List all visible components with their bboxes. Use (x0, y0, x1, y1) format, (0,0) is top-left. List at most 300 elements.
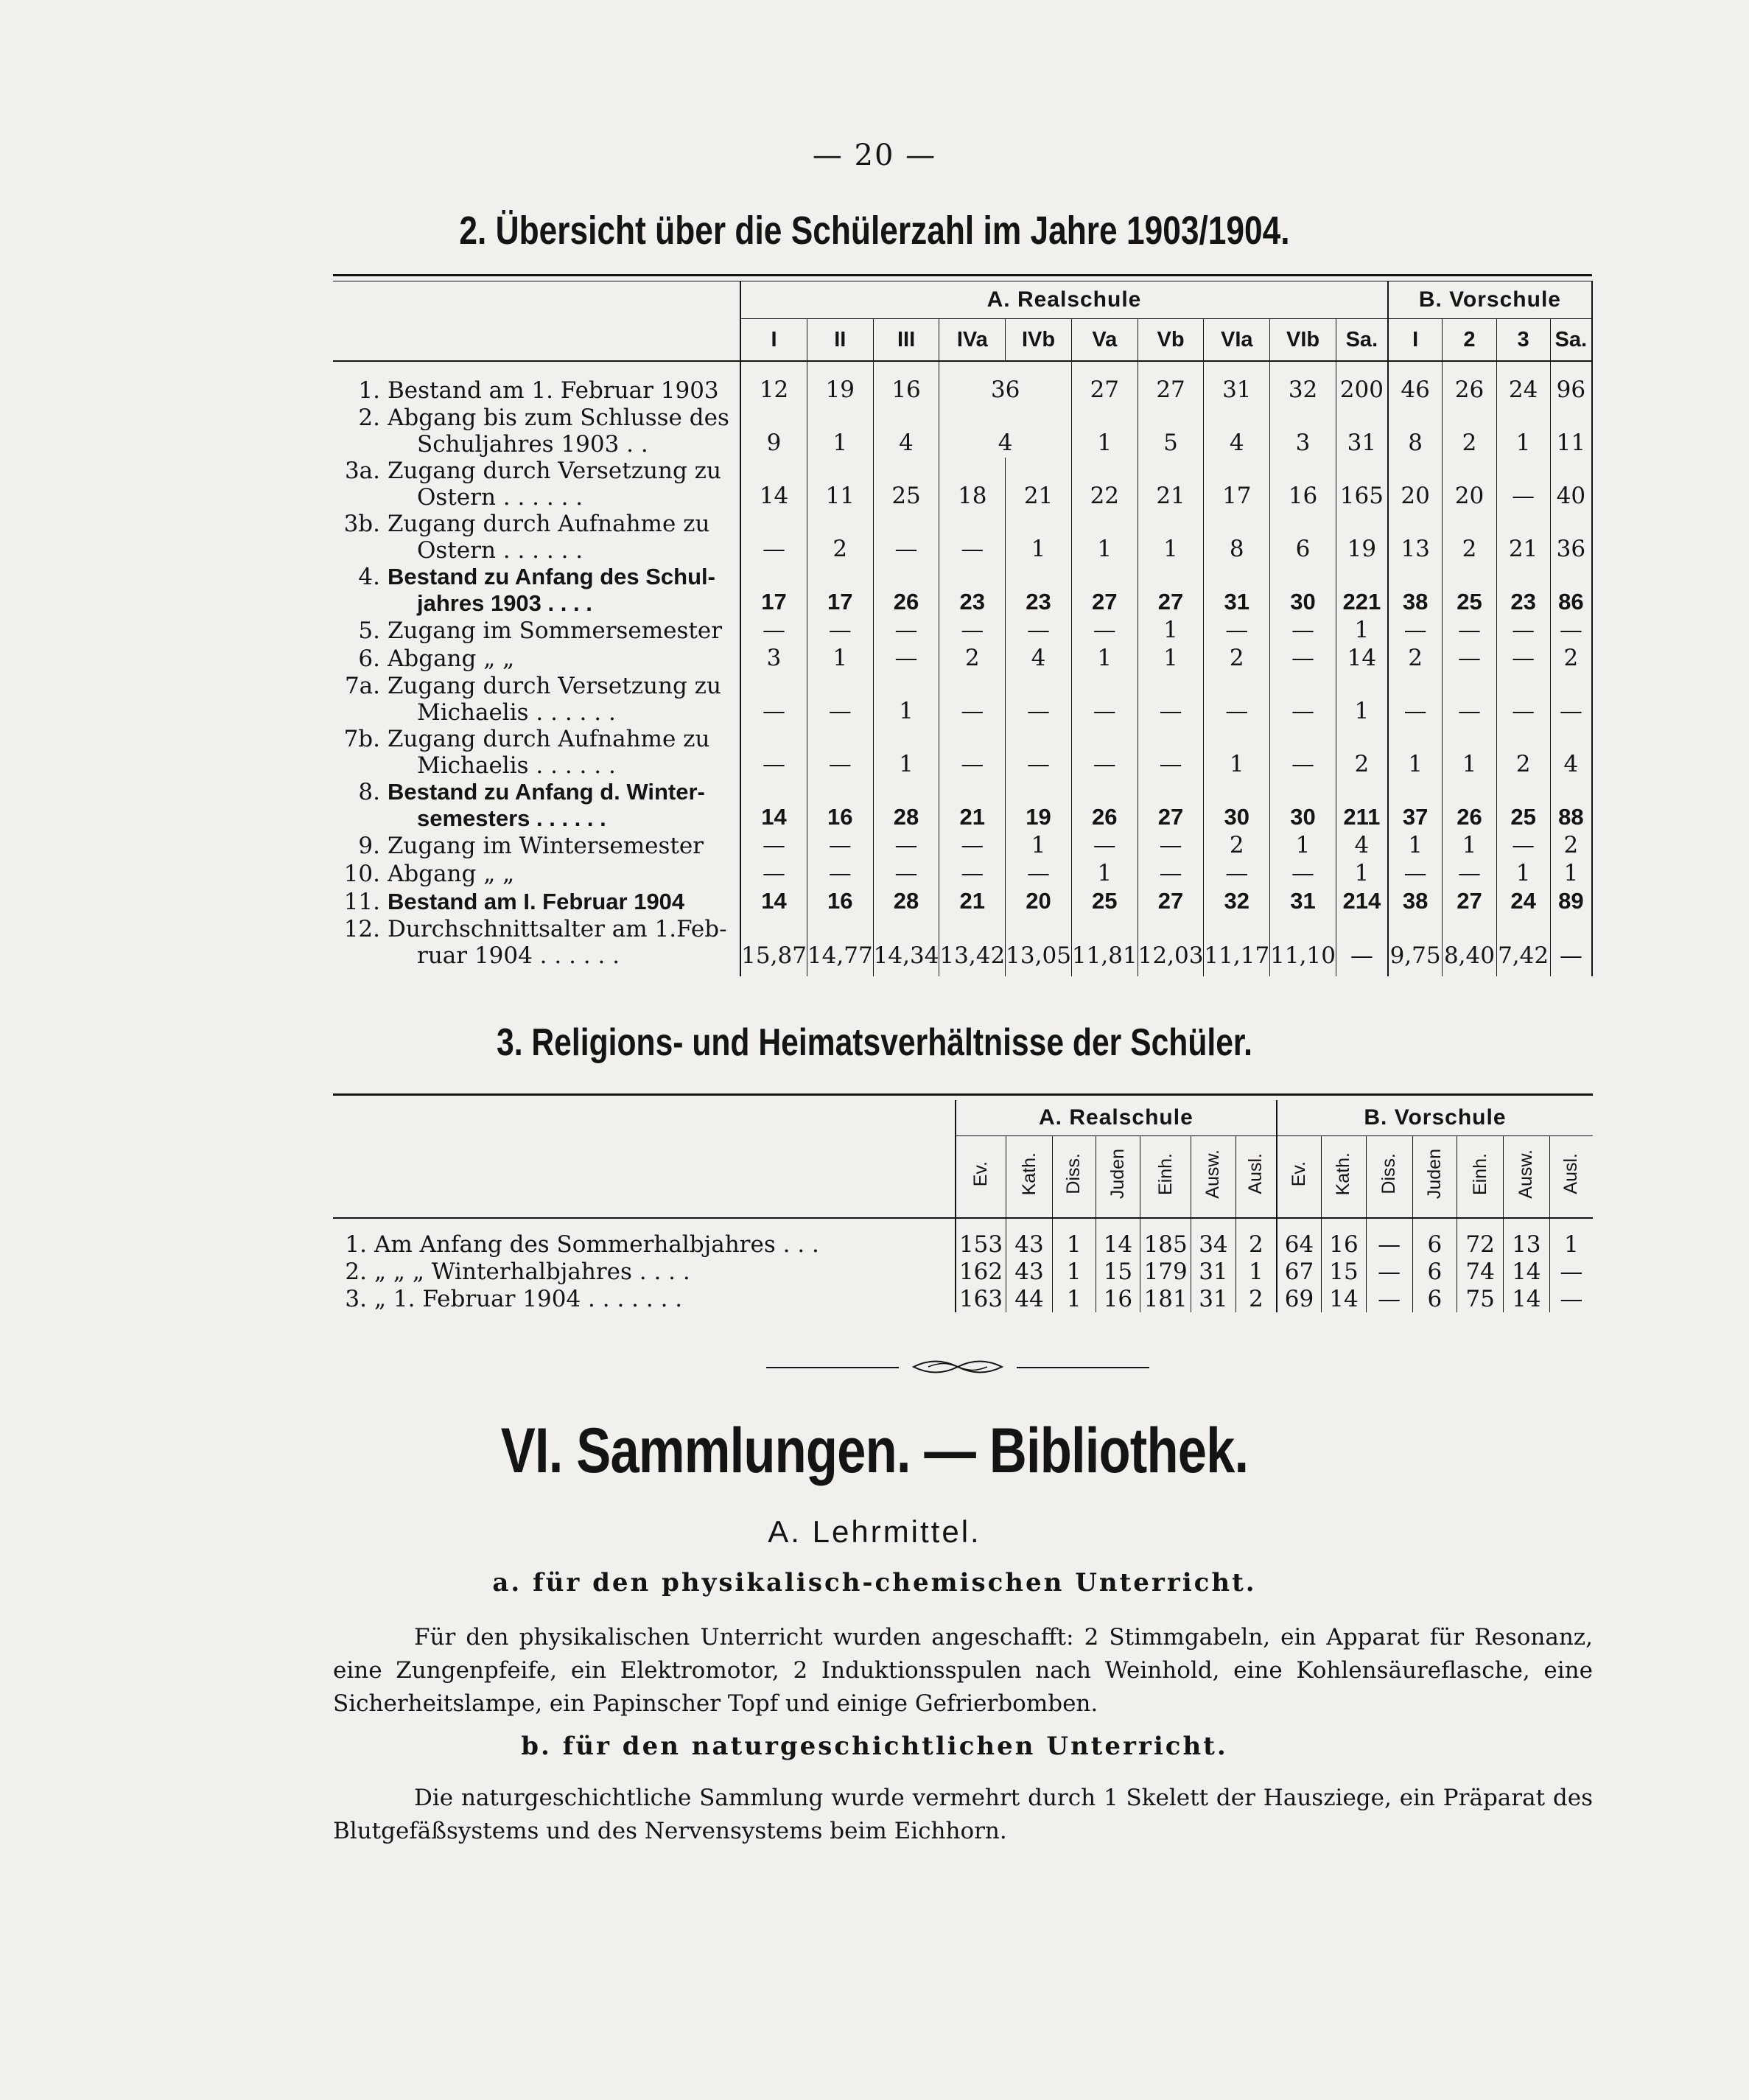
cell-value: 214 (1336, 888, 1387, 916)
column-header-text: Kath. (1018, 1152, 1040, 1196)
cell-value: — (1270, 645, 1336, 673)
row-number: 1. (345, 1231, 367, 1258)
row-label-text: Schuljahres 1903 . . (417, 431, 648, 458)
section-title: VI. Sammlungen. — Bibliothek. (500, 1415, 1249, 1486)
row-label-text: Zugang durch Versetzung zu (388, 458, 721, 484)
cell-value: 179 (1140, 1258, 1191, 1285)
cell-value: 21 (1006, 458, 1072, 511)
cell-value: 8 (1204, 511, 1270, 564)
cell-value: 38 (1388, 564, 1443, 617)
column-header (1322, 1136, 1367, 1219)
row-label-text: semesters . . . . . . (417, 805, 606, 831)
cell-value: 31 (1191, 1258, 1236, 1285)
table-row (333, 564, 1592, 617)
cell-value: — (740, 511, 807, 564)
row-label-text: Zugang im Sommersemester (388, 617, 723, 644)
cell-value: — (1560, 1285, 1583, 1312)
row-label (333, 726, 740, 779)
cell-value: 9,75 (1388, 916, 1443, 976)
cell-value: 1 (1071, 405, 1138, 458)
row-label (333, 673, 740, 726)
cell-value: 1 (1071, 645, 1138, 673)
cell-value: — (1270, 617, 1336, 645)
row-label-line (337, 511, 740, 537)
cell-value: — (1496, 673, 1550, 726)
cell-value: 1 (1138, 617, 1204, 645)
cell-value: 15 (1322, 1258, 1367, 1285)
table-row (333, 617, 1592, 645)
cell-value: — (1443, 860, 1496, 888)
cell-value: 36 (1550, 511, 1592, 564)
cell-value: — (1550, 673, 1592, 726)
cell-value: — (807, 832, 873, 860)
cell-value: — (939, 617, 1006, 645)
table-row (333, 361, 1592, 405)
group-realschule: A. Realschule (956, 1100, 1277, 1136)
row-label-text: „ „ „ Winterhalbjahres . . . . (374, 1258, 690, 1285)
row-label-text: Bestand am 1. Februar 1903 (388, 377, 719, 404)
table-row (333, 916, 1592, 976)
column-header-text: Diss. (1063, 1153, 1084, 1194)
table1-stub-header (333, 281, 740, 362)
row-label-line (337, 431, 740, 458)
cell-value: 163 (956, 1285, 1006, 1312)
cell-value: 200 (1336, 361, 1387, 405)
cell-value: 13 (1388, 511, 1443, 564)
cell-value: 2 (1235, 1285, 1277, 1312)
cell-value: — (1550, 617, 1592, 645)
cell-value: 16 (1322, 1218, 1367, 1258)
subsection-b-heading: b. für den naturgeschichtlichen Unterricht. (521, 1732, 1228, 1761)
table-row (333, 1258, 1593, 1285)
column-header (1006, 1136, 1053, 1219)
page-number: — 20 — (812, 139, 937, 172)
row-number: 11. (343, 889, 380, 915)
table2-top-rule-cell (333, 1095, 1593, 1101)
row-number: 6. (358, 645, 380, 672)
cell-value: — (1204, 617, 1270, 645)
cell-value: 21 (1496, 511, 1550, 564)
group-realschule: A. Realschule (740, 281, 1388, 319)
subsection-a-text: Für den physikalischen Unterricht wurden angeschafft: 2 Stimmgabeln, ein Apparat für Resonanz, eine Zungenpfeife, ein Elektromotor, 2 Induktionsspulen nach Weinhold, eine Kohlensäureflasche, eine Sicherheitslampe, ein Papinscher Topf und einige Gefrierbomben. (333, 1624, 1593, 1717)
cell-value: — (1550, 916, 1592, 976)
row-label-text: Bestand zu Anfang d. Winter- (388, 779, 705, 805)
column-header-text: Juden (1107, 1148, 1128, 1200)
group-vorschule: B. Vorschule (1388, 281, 1592, 319)
row-label (333, 564, 740, 617)
row-label-text: Michaelis . . . . . . (417, 699, 616, 726)
row-label-text: Am Anfang des Sommerhalbjahres . . . (374, 1231, 819, 1258)
row-label-line (337, 673, 740, 699)
table-row (333, 645, 1592, 673)
cell-value: 3 (740, 645, 807, 673)
cell-value: 27 (1138, 564, 1204, 617)
cell-value: 4 (1204, 405, 1270, 458)
row-label-line (337, 458, 740, 484)
cell-value: 86 (1550, 564, 1592, 617)
cell-value: — (1204, 860, 1270, 888)
table2-title: 3. Religions- und Heimatsverhältnisse der Schüler. (496, 1021, 1253, 1064)
cell-value: — (1388, 860, 1443, 888)
cell-value: 21 (1138, 458, 1204, 511)
table1-top-rule (333, 276, 1592, 281)
cell-value: 14 (1096, 1218, 1140, 1258)
ornament-icon (906, 1359, 1009, 1374)
cell-value: 8,40 (1443, 916, 1496, 976)
table2-stub-header (333, 1100, 956, 1218)
row-number: 10. (343, 861, 380, 887)
cell-value: — (939, 726, 1006, 779)
cell-value: 11,17 (1204, 916, 1270, 976)
cell-value: 69 (1277, 1285, 1322, 1312)
row-label (333, 645, 740, 673)
column-header: Sa. (1550, 319, 1592, 362)
column-header: 2 (1443, 319, 1496, 362)
cell-value: 2 (1388, 645, 1443, 673)
table-row (333, 673, 1592, 726)
ornament-line-right (1017, 1367, 1149, 1368)
cell-value: 27 (1138, 361, 1204, 405)
cell-value: 31 (1336, 405, 1387, 458)
row-label (333, 1285, 956, 1312)
cell-value: 4 (873, 405, 939, 458)
cell-value: 1 (1443, 832, 1496, 860)
table-row (333, 1218, 1593, 1258)
row-label-line (337, 889, 740, 915)
cell-value: 44 (1006, 1285, 1053, 1312)
cell-value: 15 (1096, 1258, 1140, 1285)
cell-value: 1 (1336, 860, 1387, 888)
cell-value: 1 (1071, 511, 1138, 564)
cell-value: — (939, 673, 1006, 726)
cell-value: 17 (807, 564, 873, 617)
cell-value: 16 (1270, 458, 1336, 511)
row-label-line (337, 779, 740, 805)
cell-value: 1 (1006, 511, 1072, 564)
cell-value: 23 (939, 564, 1006, 617)
cell-value: 23 (1006, 564, 1072, 617)
cell-value: — (740, 860, 807, 888)
cell-value: — (1270, 673, 1336, 726)
cell-value: 8 (1388, 405, 1443, 458)
cell-value: 1 (1443, 726, 1496, 779)
cell-value: 20 (1388, 458, 1443, 511)
cell-value: 37 (1388, 779, 1443, 832)
table2-group-header (333, 1100, 1593, 1136)
column-header: 3 (1496, 319, 1550, 362)
cell-value: 1 (1006, 832, 1072, 860)
cell-value: 1 (1563, 1231, 1579, 1258)
row-label-text: Abgang „ „ (388, 645, 515, 672)
cell-value: 12,03 (1138, 916, 1204, 976)
cell-value: — (873, 617, 939, 645)
column-header (956, 1136, 1006, 1219)
column-header (1096, 1136, 1140, 1219)
cell-value: 1 (807, 645, 873, 673)
cell-value: — (740, 832, 807, 860)
row-label (333, 1218, 956, 1258)
cell-value: 13,42 (939, 916, 1006, 976)
row-label-line (337, 484, 740, 511)
column-header (1457, 1136, 1504, 1219)
cell-value: 31 (1191, 1285, 1236, 1312)
cell-value: 181 (1140, 1285, 1191, 1312)
column-header (1052, 1136, 1096, 1219)
row-number: 3b. (343, 511, 380, 537)
cell-value: 16 (807, 779, 873, 832)
cell-value: — (1496, 458, 1550, 511)
row-number: 9. (358, 833, 380, 859)
cell-value: 28 (873, 779, 939, 832)
cell-value: 2 (1550, 832, 1592, 860)
cell-value: — (1443, 645, 1496, 673)
row-number: 3a. (344, 458, 380, 484)
cell-value: 74 (1457, 1258, 1504, 1285)
cell-value: 13 (1503, 1218, 1549, 1258)
cell-value: 9 (740, 405, 807, 458)
cell-value: 43 (1006, 1218, 1053, 1258)
cell-value: 1 (1204, 726, 1270, 779)
column-header-text: Kath. (1333, 1152, 1354, 1196)
column-header (1277, 1136, 1322, 1219)
column-header: I (740, 319, 807, 362)
row-label-line (337, 805, 740, 832)
cell-value: 3 (1270, 405, 1336, 458)
cell-value: 4 (1550, 726, 1592, 779)
cell-value: 21 (939, 779, 1006, 832)
cell-value: 2 (1336, 726, 1387, 779)
column-header-text: Einh. (1469, 1152, 1490, 1195)
cell-value: 165 (1336, 458, 1387, 511)
table-row (333, 726, 1592, 779)
row-label-text: Abgang „ „ (388, 861, 515, 887)
table-row (333, 832, 1592, 860)
cell-value: 24 (1496, 888, 1550, 916)
column-header: III (873, 319, 939, 362)
cell-value: — (1496, 617, 1550, 645)
cell-value: 6 (1412, 1285, 1457, 1312)
column-header-text: Ev. (1289, 1161, 1309, 1187)
cell-value: — (1496, 832, 1550, 860)
cell-value: — (1071, 673, 1138, 726)
column-header: Sa. (1336, 319, 1387, 362)
column-header: IVa (939, 319, 1006, 362)
row-number: 3. (345, 1285, 367, 1312)
row-label-line (337, 617, 740, 644)
cell-value: 23 (1496, 564, 1550, 617)
column-header-text: Ausw. (1202, 1149, 1224, 1199)
cell-value: 14,77 (807, 916, 873, 976)
cell-value: 16 (873, 361, 939, 405)
row-number: 5. (358, 617, 380, 644)
subsection-a-heading: a. für den physikalisch-chemischen Unterricht. (492, 1568, 1257, 1597)
cell-value: 17 (1204, 458, 1270, 511)
cell-value: 30 (1270, 564, 1336, 617)
cell-value: — (1496, 645, 1550, 673)
cell-value: 72 (1457, 1218, 1504, 1258)
row-label-line (337, 942, 740, 969)
cell-value: — (1336, 916, 1387, 976)
row-label (333, 779, 740, 832)
cell-value: — (807, 673, 873, 726)
cell-value: 14 (1503, 1285, 1549, 1312)
cell-value: 1 (1138, 645, 1204, 673)
row-label-text: Zugang durch Aufnahme zu (388, 726, 710, 752)
cell-value: 43 (1006, 1258, 1053, 1285)
cell-value: — (873, 832, 939, 860)
cell-value: 17 (740, 564, 807, 617)
cell-value: 67 (1277, 1258, 1322, 1285)
column-header: I (1388, 319, 1443, 362)
cell-value: 4 (1006, 645, 1072, 673)
cell-value: 1 (807, 405, 873, 458)
cell-value: — (939, 860, 1006, 888)
cell-value: — (1443, 617, 1496, 645)
cell-value: — (939, 511, 1006, 564)
cell-value: 14 (1322, 1285, 1367, 1312)
cell-value: 2 (1204, 645, 1270, 673)
cell-value: 14 (1336, 645, 1387, 673)
cell-value: 1 (1052, 1258, 1096, 1285)
row-label-text: Zugang durch Aufnahme zu (388, 511, 710, 537)
cell-value: 46 (1388, 361, 1443, 405)
cell-value: 1 (873, 726, 939, 779)
column-header (1412, 1136, 1457, 1219)
cell-value: — (1366, 1218, 1412, 1258)
cell-value: 2 (1550, 645, 1592, 673)
column-header-text: Ausl. (1245, 1153, 1266, 1194)
table-row (333, 779, 1592, 832)
column-header: IVb (1006, 319, 1072, 362)
column-header (1140, 1136, 1191, 1219)
cell-value: 11,10 (1270, 916, 1336, 976)
cell-value: 14 (740, 779, 807, 832)
column-header (1235, 1136, 1277, 1219)
cell-value: — (807, 726, 873, 779)
column-header-text: Ev. (970, 1161, 992, 1187)
cell-value: — (1138, 832, 1204, 860)
cell-value: 4 (939, 405, 1072, 458)
cell-value: 6 (1412, 1258, 1457, 1285)
cell-value: 211 (1336, 779, 1387, 832)
cell-value: 1 (1270, 832, 1336, 860)
cell-value: — (1443, 673, 1496, 726)
table2-top-rule (333, 1095, 1593, 1101)
cell-value: 185 (1140, 1218, 1191, 1258)
row-label-line (337, 645, 740, 672)
cell-value: 89 (1550, 888, 1592, 916)
cell-value: 12 (740, 361, 807, 405)
cell-value: 31 (1270, 888, 1336, 916)
cell-value: 25 (1443, 564, 1496, 617)
row-label-line (337, 752, 740, 779)
cell-value: 11 (807, 458, 873, 511)
cell-value: 25 (873, 458, 939, 511)
cell-value: 20 (1006, 888, 1072, 916)
table-row (333, 860, 1592, 888)
cell-value: 88 (1550, 779, 1592, 832)
cell-value: 27 (1071, 564, 1138, 617)
cell-value: 1 (1388, 832, 1443, 860)
column-header-text: Juden (1423, 1148, 1445, 1200)
row-label-text: „ 1. Februar 1904 . . . . . . . (374, 1285, 683, 1312)
table-row (333, 458, 1592, 511)
row-label (333, 860, 740, 888)
row-number: 1. (358, 377, 380, 404)
cell-value: — (1270, 726, 1336, 779)
cell-value: — (1138, 726, 1204, 779)
row-label (333, 888, 740, 916)
row-label-line (337, 861, 740, 887)
column-header: VIa (1204, 319, 1270, 362)
cell-value: — (1138, 673, 1204, 726)
cell-value: 14,34 (873, 916, 939, 976)
row-label-line (337, 726, 740, 752)
cell-value: — (1388, 617, 1443, 645)
row-label-line (337, 590, 740, 617)
cell-value: 6 (1270, 511, 1336, 564)
cell-value: 14 (1503, 1258, 1549, 1285)
cell-value: — (1366, 1258, 1412, 1285)
cell-value: — (1071, 617, 1138, 645)
cell-value: 19 (1006, 779, 1072, 832)
cell-value: 162 (956, 1258, 1006, 1285)
row-label (333, 511, 740, 564)
cell-value: — (873, 511, 939, 564)
pupil-count-table (333, 274, 1593, 976)
row-label-line (337, 699, 740, 726)
cell-value: 14 (740, 888, 807, 916)
cell-value: 30 (1270, 779, 1336, 832)
row-label (333, 458, 740, 511)
cell-value: 32 (1270, 361, 1336, 405)
cell-value: 2 (1496, 726, 1550, 779)
cell-value: 1 (1336, 617, 1387, 645)
cell-value: 7,42 (1496, 916, 1550, 976)
cell-value: 20 (1443, 458, 1496, 511)
row-label-line (337, 916, 740, 942)
cell-value: 19 (807, 361, 873, 405)
cell-value: 36 (939, 361, 1072, 405)
table1-top-rule-cell (333, 276, 1592, 281)
cell-value: 2 (1204, 832, 1270, 860)
cell-value: 19 (1336, 511, 1387, 564)
row-number: 4. (358, 564, 380, 590)
column-header: Vb (1138, 319, 1204, 362)
row-label (333, 916, 740, 976)
cell-value: 27 (1138, 779, 1204, 832)
cell-value: — (1560, 1258, 1583, 1285)
column-header (1503, 1136, 1549, 1219)
cell-value: 26 (873, 564, 939, 617)
cell-value: 221 (1336, 564, 1387, 617)
cell-value: — (1071, 832, 1138, 860)
cell-value: 1 (1388, 726, 1443, 779)
cell-value: — (740, 617, 807, 645)
cell-value: 153 (956, 1218, 1006, 1258)
ornament-line-left (766, 1367, 899, 1368)
cell-value: — (740, 673, 807, 726)
column-header-text: Diss. (1378, 1153, 1400, 1194)
cell-value: 32 (1204, 888, 1270, 916)
cell-value: — (807, 860, 873, 888)
table1-group-header (333, 281, 1592, 319)
row-label (333, 405, 740, 458)
row-number: 2. (345, 1258, 367, 1285)
row-number: 7a. (344, 673, 380, 699)
table-row (333, 888, 1592, 916)
cell-value: 2 (1235, 1218, 1277, 1258)
